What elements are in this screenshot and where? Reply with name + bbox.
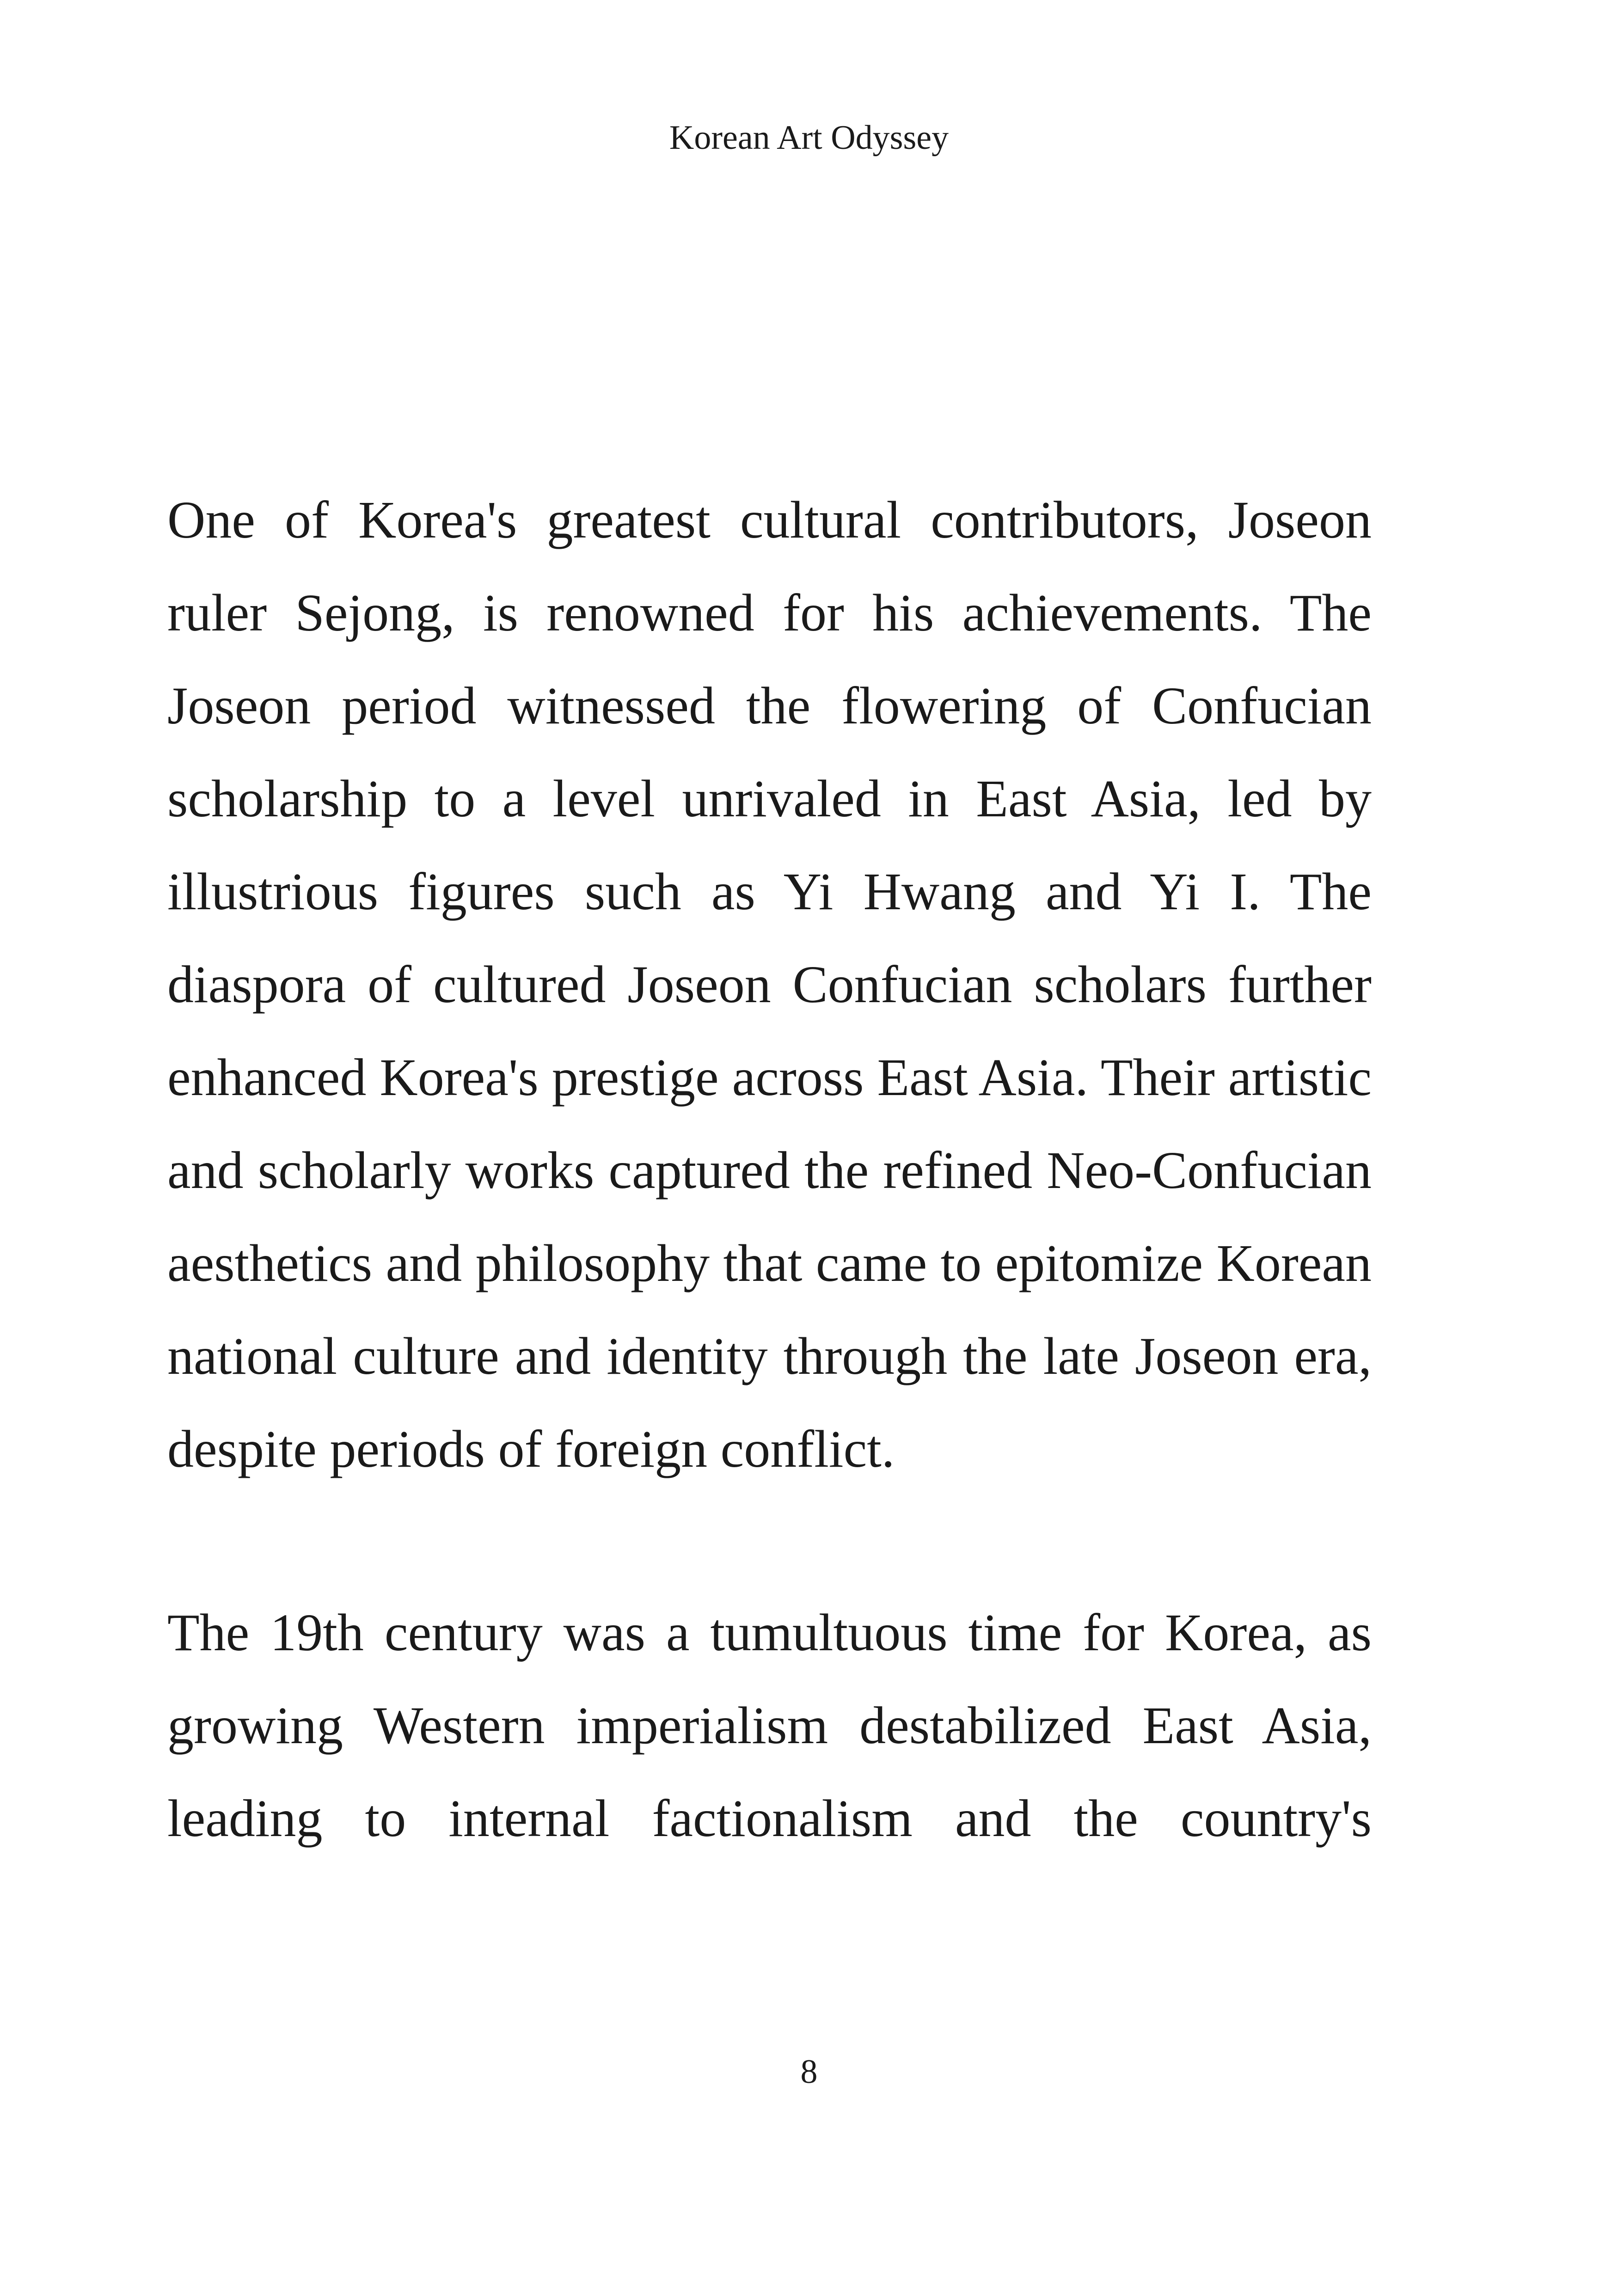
body-paragraph: One of Korea's greatest cultural contributors, Joseon ruler Sejong, is renowned for his achievements. The Joseon period witnessed the flowering of Confucian scholarship to a level unrivaled in East Asia, led by illustrious figures such as Yi Hwang and Yi I. The diaspora of cultured Joseon Confucian scholars further enhanced Korea's prestige across East Asia. Their artistic and scholarly works captured the refined Neo-Confucian aesthetics and philosophy that came to epitomize Korean national culture and identity through the late Joseon era, despite periods of foreign conflict. <box>167 490 1372 1478</box>
running-title: Korean Art Odyssey <box>669 119 949 157</box>
body-paragraph: The 19th century was a tumultuous time for Korea, as growing Western imperialism destabilized East Asia, leading to internal factionalism and the country's <box>167 1603 1372 1848</box>
page-number: 8 <box>800 2053 818 2091</box>
